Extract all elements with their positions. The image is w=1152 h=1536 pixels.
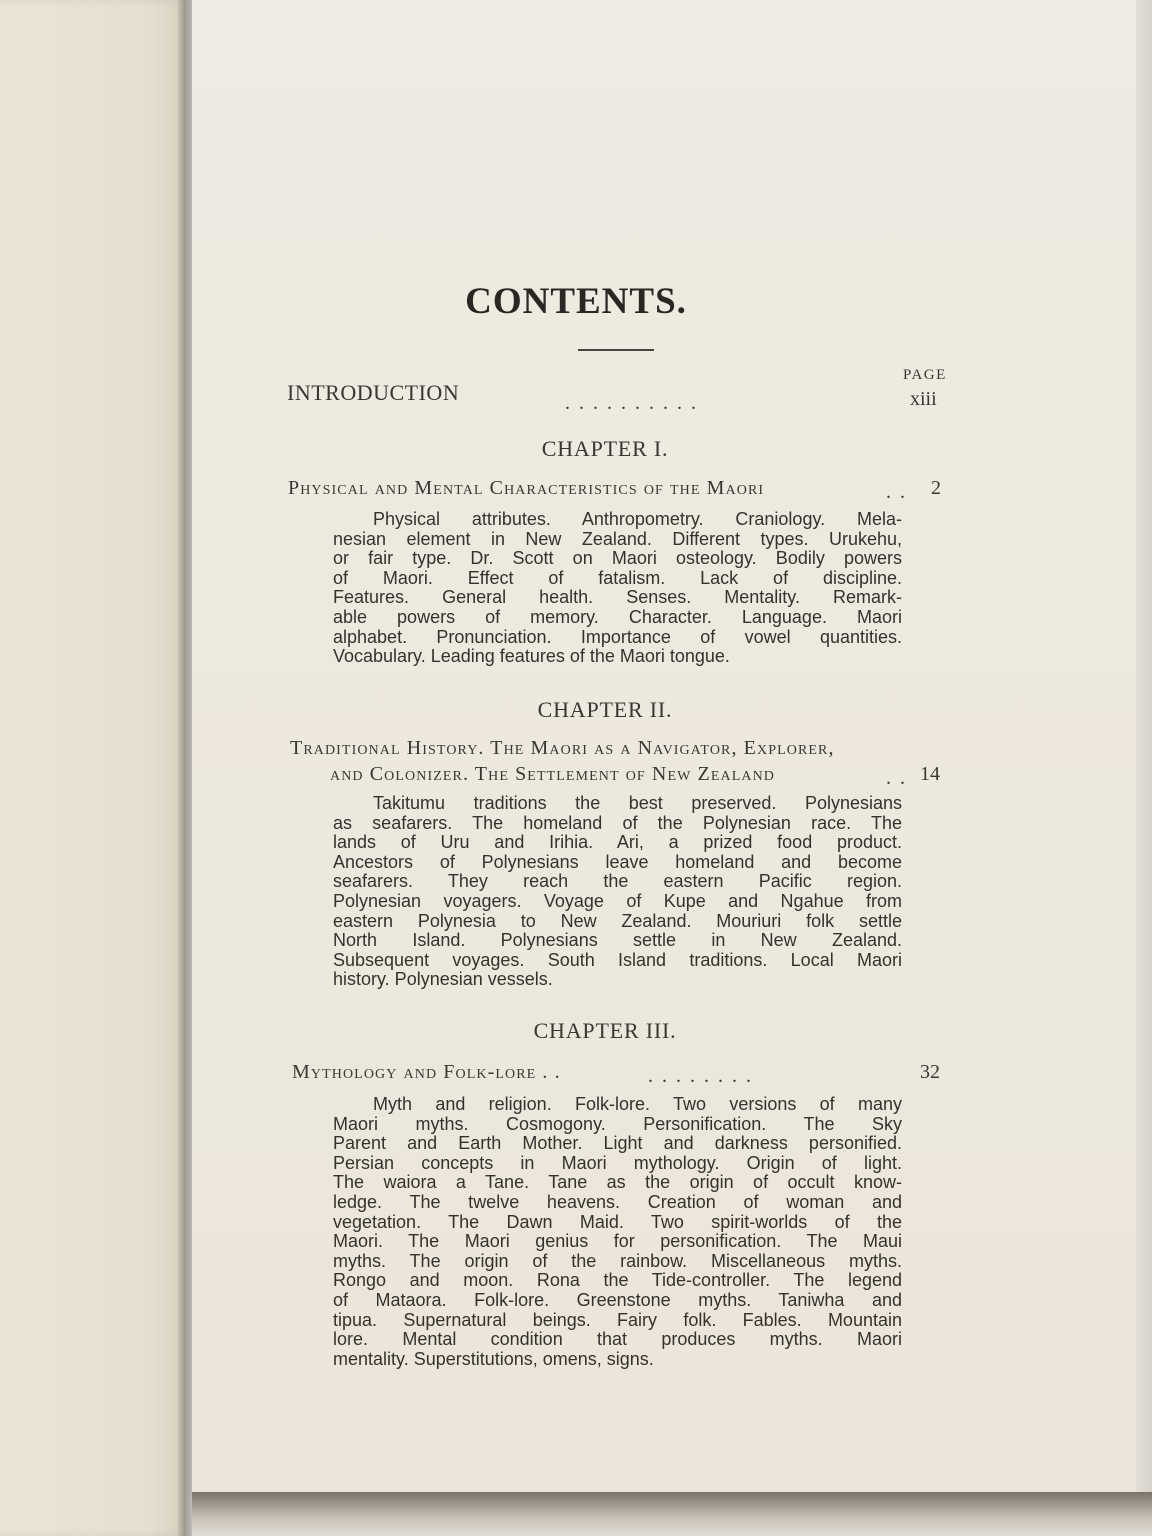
description-line: tipua. Supernatural beings. Fairy folk. Fables. Mountain [333,1309,902,1330]
description-line: ledge. The twelve heavens. Creation of woman and [333,1191,902,1212]
introduction-entry: INTRODUCTION [287,380,460,405]
description-line: lands of Uru and Irihia. Ari, a prized food product. [333,832,902,853]
page-title: CONTENTS. [465,281,687,322]
description-line: lore. Mental condition that produces myths. Maori [333,1329,902,1350]
chapter-entry-title [290,737,835,760]
description-line: Persian concepts in Maori mythology. Origin of light. [333,1152,902,1173]
chapter-entry-title [288,477,764,500]
chapter-leader-dots: . . [886,481,907,503]
chapter-entry-line: Traditional History. The Maori as a Navigator, Explorer, [290,737,835,759]
description-line: Polynesian voyagers. Voyage of Kupe and Ngahue from [333,890,902,911]
chapter-leader-dots: . . . . . . . . [648,1065,753,1087]
chapter-heading: CHAPTER I. [541,436,669,461]
chapter-page-number: 32 [920,1061,940,1083]
description-line: seafarers. They reach the eastern Pacific region. [333,871,902,892]
title-rule [578,349,654,351]
chapter-entry-line: and Colonizer. The Settlement of New Zealand [330,763,775,785]
description-line: Myth and religion. Folk-lore. Two versions of many [373,1094,902,1114]
chapter-leader-dots: . . [886,767,907,789]
description-line: Ancestors of Polynesians leave homeland and become [333,851,902,872]
description-line: nesian element in New Zealand. Different types. Urukehu, [333,528,902,549]
description-line: as seafarers. The homeland of the Polynesian race. The [333,812,902,833]
description-line: Maori myths. Cosmogony. Personification. The Sky [333,1113,902,1134]
description-line: Takitumu traditions the best preserved. Polynesians [373,793,902,813]
chapter-entry-title-continued [330,763,775,786]
description-line: Features. General health. Senses. Mentality. Remark- [333,587,902,608]
chapter-description [333,794,902,990]
page-column-label: PAGE [903,367,947,383]
chapter-entry-line: Physical and Mental Characteristics of the Maori [288,477,765,499]
introduction-page-number: xiii [910,388,937,410]
description-line: The waiora a Tane. Tane as the origin of occult know- [333,1172,902,1193]
description-line: eastern Polynesia to New Zealand. Mouriuri folk settle [333,910,902,931]
book-bottom-edge [192,1492,1152,1536]
description-line: or fair type. Dr. Scott on Maori osteology. Bodily powers [333,548,902,569]
description-line: vegetation. The Dawn Maid. Two spirit-worlds of the [333,1211,902,1232]
chapter-description [333,1095,902,1369]
chapter-entry-line: Mythology and Folk-lore . . [292,1061,561,1083]
description-line: alphabet. Pronunciation. Importance of vowel quantities. [333,626,902,647]
facing-page [0,0,186,1536]
chapter-entry-title [292,1061,561,1084]
description-line: Rongo and moon. Rona the Tide-controller. The legend [333,1270,902,1291]
chapter-heading: CHAPTER II. [537,697,673,722]
chapter-description [333,510,902,667]
description-line: Subsequent voyages. South Island traditions. Local Maori [333,949,902,970]
description-line: Vocabulary. Leading features of the Maori tongue. [333,646,730,667]
description-line: of Mataora. Folk-lore. Greenstone myths. Taniwha and [333,1289,902,1310]
chapter-page-number: 2 [931,477,941,499]
chapter-page-number: 14 [920,763,940,785]
description-line: Physical attributes. Anthropometry. Craniology. Mela- [373,509,902,529]
chapter-heading: CHAPTER III. [533,1018,677,1043]
description-line: Parent and Earth Mother. Light and darkness personified. [333,1133,902,1154]
description-line: mentality. Superstitutions, omens, signs. [333,1348,654,1369]
description-line: able powers of memory. Character. Language. Maori [333,606,902,627]
description-line: myths. The origin of the rainbow. Miscellaneous myths. [333,1250,902,1271]
description-line: of Maori. Effect of fatalism. Lack of discipline. [333,567,902,588]
description-line: North Island. Polynesians settle in New Zealand. [333,930,902,951]
page-edge [1136,0,1152,1492]
description-line: history. Polynesian vessels. [333,969,553,990]
introduction-leader-dots: . . . . . . . . . . [565,392,698,414]
description-line: Maori. The Maori genius for personification. The Maui [333,1231,902,1252]
